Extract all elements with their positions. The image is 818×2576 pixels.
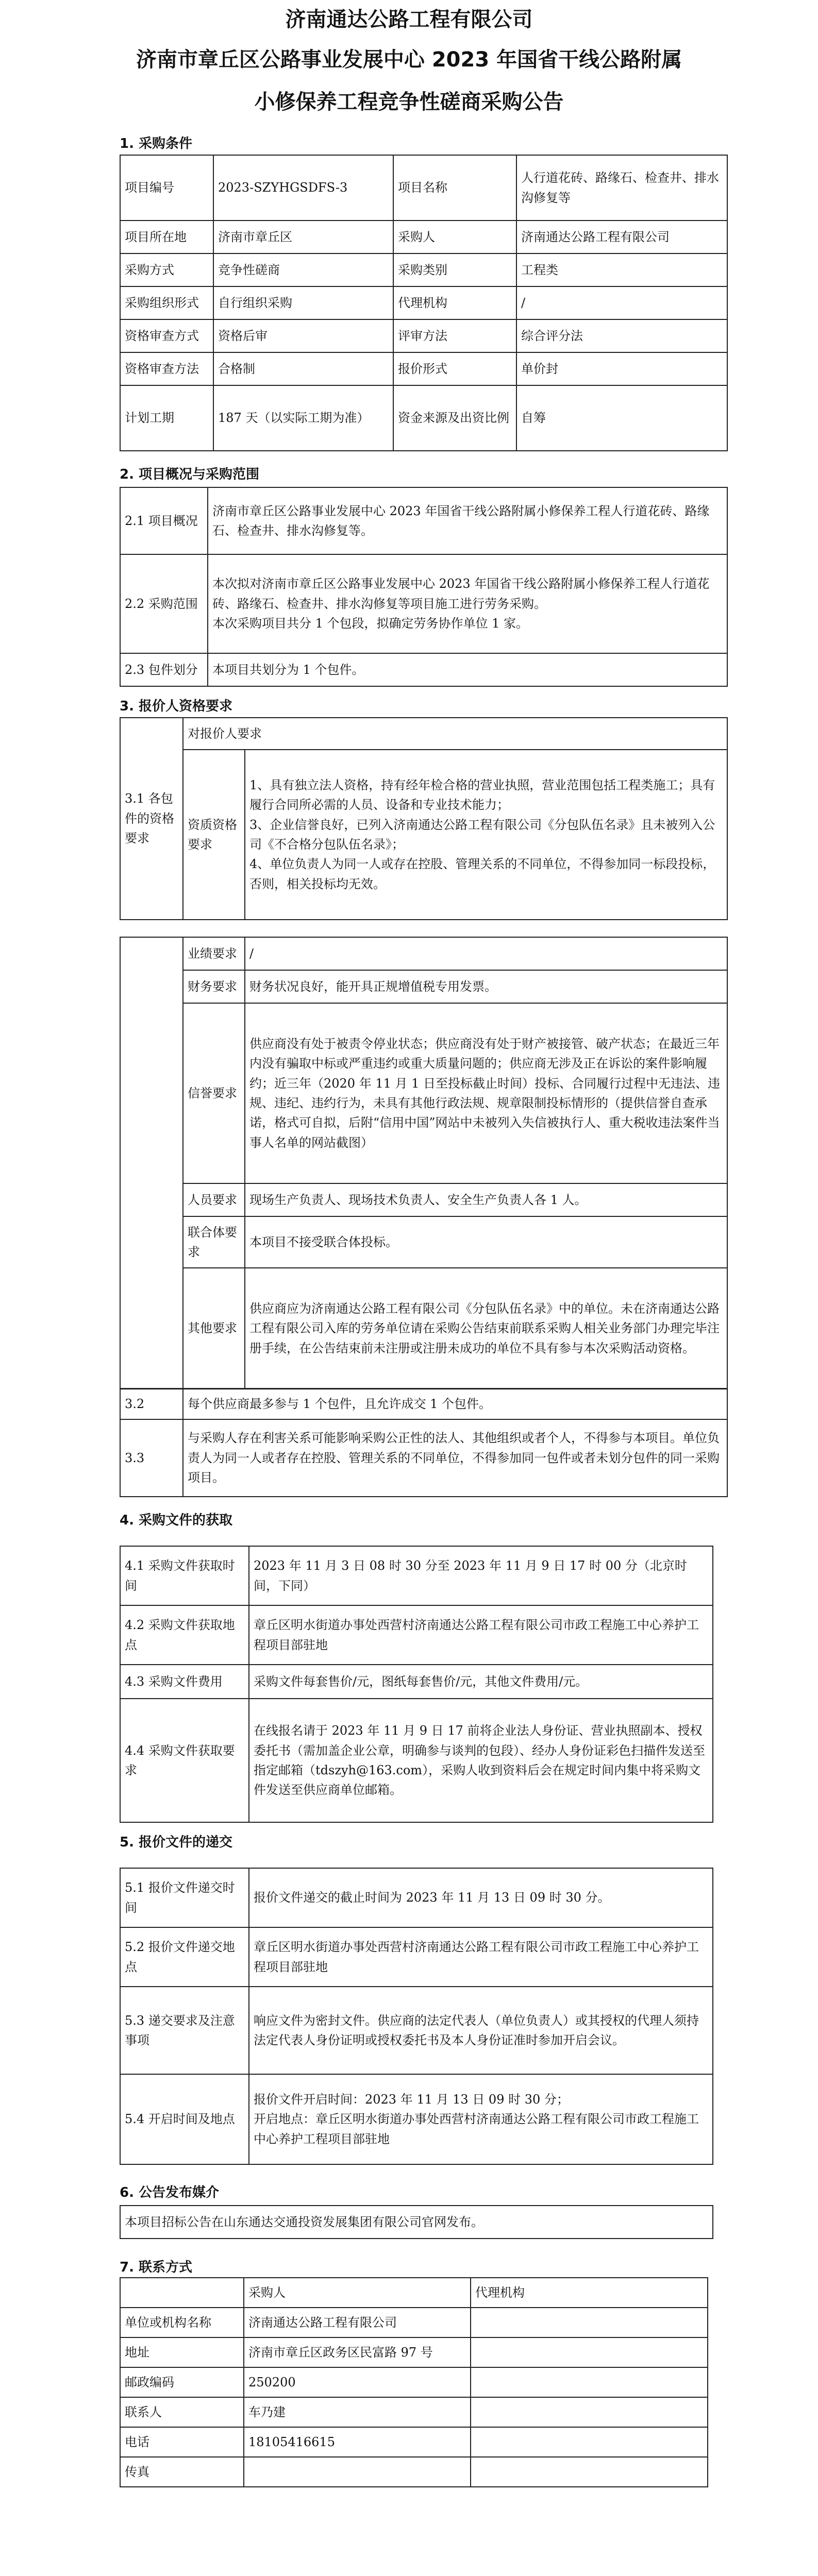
cell: 4.1 采购文件获取时间: [120, 1546, 249, 1605]
table-row: [120, 1216, 727, 1268]
cell: 4.2 采购文件获取地点: [120, 1605, 249, 1665]
table-row: [120, 1419, 727, 1497]
qual-item: 3、企业信誉良好，已列入济南通达公路工程有限公司《分包队伍名录》且未被列入公司《不合格分包队伍名录》；: [249, 817, 715, 852]
cell: 自筹: [516, 385, 727, 451]
cell: 电话: [120, 2427, 244, 2457]
page-title-line1: 济南市章丘区公路事业发展中心 2023 年国省干线公路附属: [136, 48, 682, 72]
cell: 报价形式: [393, 352, 516, 385]
cell: [471, 2337, 708, 2367]
cell: 车乃建: [244, 2397, 471, 2427]
table-row: [120, 2308, 708, 2337]
project-overview-table: [120, 487, 728, 687]
cell: 章丘区明水街道办事处西营村济南通达公路工程有限公司市政工程施工中心养护工程项目部驻地: [249, 1605, 713, 1665]
cell: 2023 年 11 月 3 日 08 时 30 分至 2023 年 11 月 9 日 17 时 00 分（北京时间，下同）: [249, 1546, 713, 1605]
cell: 邮政编码: [120, 2367, 244, 2397]
cell: 计划工期: [120, 385, 213, 451]
section-1-heading: 1. 采购条件: [120, 136, 193, 151]
table-row: [120, 385, 727, 451]
table-row: [120, 2278, 708, 2308]
cell: 供应商应为济南通达公路工程有限公司《分包队伍名录》中的单位。未在济南通达公路工程有限公司入库的劳务单位请在采购公告结束前联系采购人相关业务部门办理完毕注册手续，在公告结束前未注册或注册未成功的单位不具有参与本次采购活动资格。: [245, 1268, 727, 1389]
section-7-heading: 7. 联系方式: [120, 2260, 193, 2275]
company-name: 济南通达公路工程有限公司: [285, 8, 533, 31]
table-row: [120, 487, 727, 554]
table-row: [120, 2337, 708, 2367]
table-row: [120, 554, 727, 653]
cell: 采购人: [244, 2278, 471, 2308]
table-row: [120, 1665, 713, 1699]
qualification-table-b: [120, 937, 728, 1389]
cell: 济南市章丘区: [213, 221, 393, 253]
cell: [471, 2427, 708, 2457]
cell: 18105416615: [244, 2427, 471, 2457]
documents-acquisition-table: [120, 1546, 713, 1823]
cell: 项目名称: [393, 155, 516, 221]
cell: 财务要求: [183, 970, 245, 1003]
table-row: [120, 352, 727, 385]
cell: 济南市章丘区政务区民富路 97 号: [244, 2337, 471, 2367]
cell: 项目所在地: [120, 221, 213, 253]
table-row: [120, 2367, 708, 2397]
cell: 财务状况良好，能开具正规增值税专用发票。: [245, 970, 727, 1003]
scope-text: 本次采购项目共分 1 个包段，拟确定劳务协作单位 1 家。: [212, 616, 529, 631]
cell: 采购类别: [393, 253, 516, 286]
cell: 3.3: [120, 1419, 183, 1497]
table-row: [120, 221, 727, 253]
table-row: [120, 1699, 713, 1822]
cell: 本项目不接受联合体投标。: [245, 1216, 727, 1268]
cell: 本项目共划分为 1 个包件。: [208, 653, 727, 686]
cell: 自行组织采购: [213, 286, 393, 319]
cell: 5.3 递交要求及注意事项: [120, 1987, 249, 2074]
table-row: [120, 2206, 713, 2239]
cell: 4.4 采购文件获取要求: [120, 1699, 249, 1822]
cell: 资质资格要求: [183, 750, 245, 920]
cell: 地址: [120, 2337, 244, 2367]
table-row: [120, 2397, 708, 2427]
table-row: [120, 2074, 713, 2164]
cell: 250200: [244, 2367, 471, 2397]
contact-table: [120, 2277, 708, 2487]
table-row: [120, 1605, 713, 1665]
cell: 3.1 各包件的资格要求: [120, 718, 183, 920]
section-2-heading: 2. 项目概况与采购范围: [120, 467, 260, 482]
cell: 济南通达公路工程有限公司: [244, 2308, 471, 2337]
section-4-heading: 4. 采购文件的获取: [120, 1513, 233, 1528]
table-row: [120, 1268, 727, 1389]
cell: 2.2 采购范围: [120, 554, 208, 653]
qual-item: 1、具有独立法人资格，持有经年检合格的营业执照，营业范围包括工程类施工；具有履行合同所必需的人员、设备和专业技术能力；: [249, 777, 715, 812]
cell: 联合体要求: [183, 1216, 245, 1268]
scope-text: 本次拟对济南市章丘区公路事业发展中心 2023 年国省干线公路附属小修保养工程人行道花砖、路缘石、检查井、排水沟修复等项目施工进行劳务采购。: [212, 577, 710, 611]
cell: 章丘区明水街道办事处西营村济南通达公路工程有限公司市政工程施工中心养护工程项目部驻地: [249, 1927, 713, 1987]
cell: 现场生产负责人、现场技术负责人、安全生产负责人各 1 人。: [245, 1183, 727, 1216]
cell: 其他要求: [183, 1268, 245, 1389]
cell: 对报价人要求: [183, 718, 727, 750]
table-row: [120, 2427, 708, 2457]
cell: [120, 2278, 244, 2308]
cell: 采购组织形式: [120, 286, 213, 319]
cell: 评审方法: [393, 319, 516, 352]
cell: 单价封: [516, 352, 727, 385]
table-row: [120, 286, 727, 319]
cell: 济南市章丘区公路事业发展中心 2023 年国省干线公路附属小修保养工程人行道花砖、路缘石、检查井、排水沟修复等。: [208, 487, 727, 554]
cell: [471, 2308, 708, 2337]
table-row: [120, 1003, 727, 1183]
cell: 济南通达公路工程有限公司: [516, 221, 727, 253]
cell: [208, 554, 727, 653]
table-row: [120, 970, 727, 1003]
cell: 3.2: [120, 1388, 183, 1419]
table-row: [120, 155, 727, 221]
cell: 综合评分法: [516, 319, 727, 352]
cell: 在线报名请于 2023 年 11 月 9 日 17 前将企业法人身份证、营业执照副本、授权委托书（需加盖企业公章，明确参与谈判的包段）、经办人身份证彩色扫描件发送至指定邮箱（tdszyh@163.com），采购人收到资料后会在规定时间内集中将采购文件发送至供应商单位邮箱。: [249, 1699, 713, 1822]
section-3-heading: 3. 报价人资格要求: [120, 699, 233, 714]
cell: 本项目招标公告在山东通达交通投资发展集团有限公司官网发布。: [120, 2206, 713, 2239]
cell: 采购文件每套售价/元，图纸每套售价/元，其他文件费用/元。: [249, 1665, 713, 1699]
qualification-table-c: [120, 1388, 728, 1497]
table-row: [120, 937, 727, 970]
cell: 5.1 报价文件递交时间: [120, 1868, 249, 1927]
cell: [471, 2367, 708, 2397]
procurement-conditions-table: [120, 155, 728, 451]
table-row: [120, 1927, 713, 1987]
cell: 资格审查方式: [120, 319, 213, 352]
cell: 2.3 包件划分: [120, 653, 208, 686]
cell: [471, 2457, 708, 2487]
cell: 报价文件递交的截止时间为 2023 年 11 月 13 日 09 时 30 分。: [249, 1868, 713, 1927]
cell: 信誉要求: [183, 1003, 245, 1183]
cell: 业绩要求: [183, 937, 245, 970]
cell: 4.3 采购文件费用: [120, 1665, 249, 1699]
cell: 5.2 报价文件递交地点: [120, 1927, 249, 1987]
table-row: [120, 750, 727, 920]
cell: [244, 2457, 471, 2487]
cell: [249, 2074, 713, 2164]
cell: 资格审查方法: [120, 352, 213, 385]
cell: 与采购人存在利害关系可能影响采购公正性的法人、其他组织或者个人，不得参与本项目。单位负责人为同一人或者存在控股、管理关系的不同单位，不得参加同一包件或者未划分包件的同一采购项目。: [183, 1419, 727, 1497]
cell: 人行道花砖、路缘石、检查井、排水沟修复等: [516, 155, 727, 221]
table-row: [120, 1183, 727, 1216]
table-row: [120, 319, 727, 352]
table-row: [120, 718, 727, 750]
qualification-table-a: [120, 717, 728, 920]
cell: 资金来源及出资比例: [393, 385, 516, 451]
cell: 代理机构: [393, 286, 516, 319]
table-row: [120, 653, 727, 686]
open-place: 开启地点：章丘区明水街道办事处西营村济南通达公路工程有限公司市政工程施工中心养护工程项目部驻地: [254, 2112, 699, 2146]
cell: 5.4 开启时间及地点: [120, 2074, 249, 2164]
bid-submission-table: [120, 1868, 713, 2165]
cell: 项目编号: [120, 155, 213, 221]
cell: 单位或机构名称: [120, 2308, 244, 2337]
qual-item: 4、单位负责人为同一人或存在控股、管理关系的不同单位，不得参加同一标段投标，否则，相关投标均无效。: [249, 857, 715, 891]
cell: 合格制: [213, 352, 393, 385]
cell: 人员要求: [183, 1183, 245, 1216]
page-title-line2: 小修保养工程竞争性磋商采购公告: [254, 90, 564, 114]
cell: /: [516, 286, 727, 319]
cell: 联系人: [120, 2397, 244, 2427]
cell: 2023-SZYHGSDFS-3: [213, 155, 393, 221]
table-row: [120, 2457, 708, 2487]
cell: 2.1 项目概况: [120, 487, 208, 554]
table-row: [120, 1388, 727, 1419]
cell: 每个供应商最多参与 1 个包件，且允许成交 1 个包件。: [183, 1388, 727, 1419]
table-row: [120, 1546, 713, 1605]
cell: [245, 750, 727, 920]
section-5-heading: 5. 报价文件的递交: [120, 1835, 233, 1850]
cell: 资格后审: [213, 319, 393, 352]
open-time: 报价文件开启时间：2023 年 11 月 13 日 09 时 30 分；: [254, 2092, 569, 2107]
table-row: [120, 1868, 713, 1927]
cell: [471, 2397, 708, 2427]
cell: 代理机构: [471, 2278, 708, 2308]
cell: 采购方式: [120, 253, 213, 286]
cell: 传真: [120, 2457, 244, 2487]
cell: 187 天（以实际工期为准）: [213, 385, 393, 451]
table-row: [120, 1987, 713, 2074]
cell: /: [245, 937, 727, 970]
table-row: [120, 253, 727, 286]
publication-media-table: [120, 2205, 713, 2239]
cell: [120, 937, 183, 1389]
cell: 工程类: [516, 253, 727, 286]
cell: 供应商没有处于被责令停业状态；供应商没有处于财产被接管、破产状态；在最近三年内没有骗取中标或严重违约或重大质量问题的；供应商无涉及正在诉讼的案件影响履约；近三年（2020 年 11 月 1 日至投标截止时间）投标、合同履行过程中无违法、违规、违纪、违约行为，未具有其他行政法规、规章限制投标情形的（提供信誉自查承诺，格式可自拟，后附“信用中国”网站中未被列入失信被执行人、重大税收违法案件当事人名单的网站截图）: [245, 1003, 727, 1183]
cell: 采购人: [393, 221, 516, 253]
cell: 竞争性磋商: [213, 253, 393, 286]
section-6-heading: 6. 公告发布媒介: [120, 2185, 220, 2200]
cell: 响应文件为密封文件。供应商的法定代表人（单位负责人）或其授权的代理人须持法定代表人身份证明或授权委托书及本人身份证准时参加开启会议。: [249, 1987, 713, 2074]
